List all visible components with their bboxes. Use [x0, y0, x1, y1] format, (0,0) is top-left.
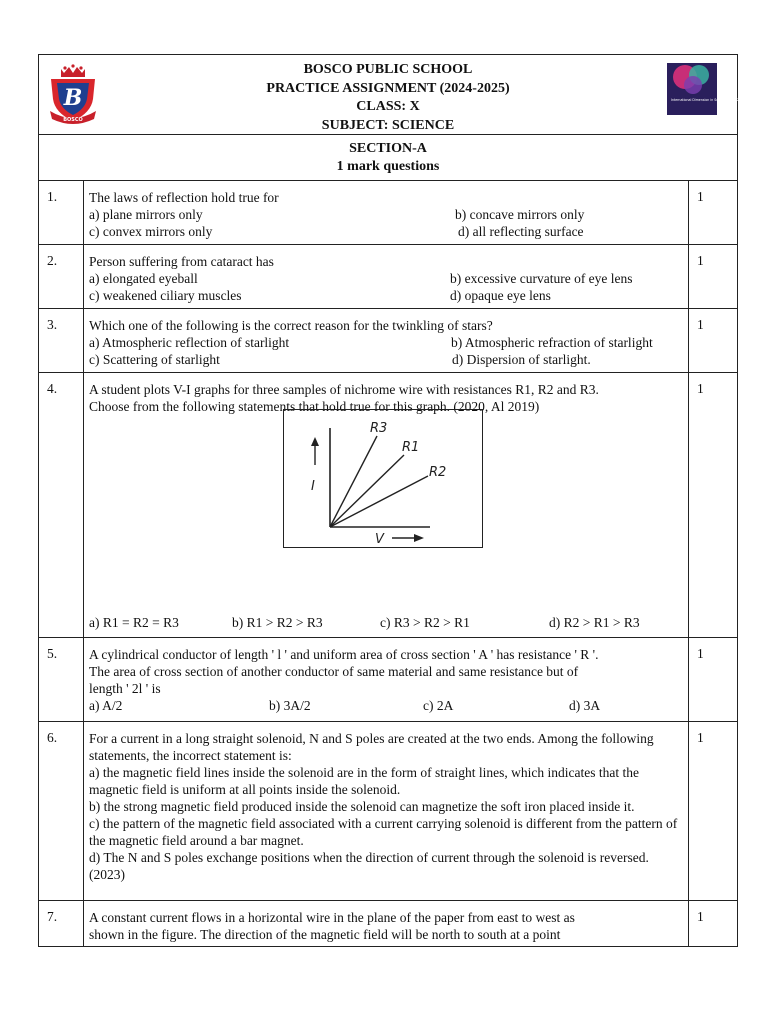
vi-graph — [283, 409, 483, 548]
option-d: d) Dispersion of starlight. — [452, 352, 591, 367]
question-text: Choose from the following statements that hold true for this graph. (2020, Al 2019) — [89, 399, 540, 414]
question-marks: 1 — [697, 253, 704, 268]
question-text: shown in the figure. The direction of the magnetic field will be north to south at a point — [89, 927, 561, 942]
option-d: d) all reflecting surface — [458, 224, 584, 239]
question-row — [38, 638, 738, 722]
question-marks: 1 — [697, 317, 704, 332]
question-number: 4. — [39, 373, 84, 637]
label-v: V — [375, 532, 384, 547]
option-a: a) A/2 — [89, 698, 123, 713]
option-a: a) R1 = R2 = R3 — [89, 615, 179, 630]
option-d: d) The N and S poles exchange positions when the direction of current through the solenoid is reversed.(2023) — [89, 850, 649, 882]
header-text — [39, 61, 737, 135]
question-number: 1. — [39, 181, 84, 244]
option-b: b) excessive curvature of eye lens — [450, 271, 633, 286]
label-r1: R1 — [402, 440, 420, 455]
question-row — [38, 901, 738, 947]
question-body — [84, 722, 689, 900]
header — [38, 54, 741, 135]
question-body — [84, 245, 689, 308]
option-b: b) concave mirrors only — [455, 207, 585, 222]
option-c: c) convex mirrors only — [89, 224, 213, 239]
question-body — [84, 181, 689, 244]
question-row — [38, 309, 738, 373]
question-number: 6. — [39, 722, 84, 900]
question-number: 5. — [39, 638, 84, 721]
option-a: a) the magnetic field lines inside the solenoid are in the form of straight lines, which indicates that the magnetic field is uniform at all points inside the solenoid. — [89, 765, 639, 797]
label-r2: R2 — [429, 465, 447, 480]
option-c: c) Scattering of starlight — [89, 352, 220, 367]
question-marks: 1 — [697, 730, 704, 745]
section-header — [38, 134, 738, 181]
svg-text:BOSCO: BOSCO — [63, 117, 83, 123]
international-school-logo-icon — [667, 63, 741, 115]
question-text: Person suffering from cataract has — [89, 254, 274, 269]
question-marks: 1 — [697, 189, 704, 204]
line-r1 — [330, 455, 404, 527]
option-a: a) Atmospheric reflection of starlight — [89, 335, 290, 350]
option-b: b) 3A/2 — [269, 698, 311, 713]
label-r3: R3 — [370, 421, 388, 436]
svg-text:International Dimension in Sch: International Dimension in Schools 2022-25 — [671, 98, 741, 102]
question-text: A cylindrical conductor of length ' l ' and uniform area of cross section ' A ' has resistance ' R '. — [89, 647, 599, 662]
question-text: A student plots V-I graphs for three samples of nichrome wire with resistances R1, R2 and R3. — [89, 382, 599, 397]
question-number: 2. — [39, 245, 84, 308]
option-b: b) R1 > R2 > R3 — [232, 615, 323, 630]
option-d: d) opaque eye lens — [450, 288, 551, 303]
arrowhead-right-icon — [414, 534, 424, 542]
option-d: d) R2 > R1 > R3 — [549, 615, 640, 630]
line-r2 — [330, 476, 428, 527]
option-c: c) 2A — [423, 698, 454, 713]
question-row — [38, 245, 738, 309]
option-c: c) weakened ciliary muscles — [89, 288, 242, 303]
section-subtitle: 1 mark questions — [336, 159, 440, 174]
question-text: A constant current flows in a horizontal wire in the plane of the paper from east to west as — [89, 910, 575, 925]
question-text: For a current in a long straight solenoid, N and S poles are created at the two ends. Among the following statements, the incorrect statement is: — [89, 731, 654, 763]
assignment-title: PRACTICE ASSIGNMENT (2024-2025) — [266, 80, 510, 96]
arrowhead-up-icon — [311, 437, 319, 446]
question-marks: 1 — [697, 381, 704, 396]
vi-graph-figure — [284, 410, 482, 547]
question-row — [38, 722, 738, 901]
question-text: Which one of the following is the correct reason for the twinkling of stars? — [89, 318, 493, 333]
question-number: 7. — [39, 901, 84, 946]
option-b: b) Atmospheric refraction of starlight — [451, 335, 653, 350]
question-body — [84, 638, 689, 721]
svg-text:B: B — [63, 85, 83, 111]
question-body — [84, 373, 689, 637]
option-b: b) the strong magnetic field produced inside the solenoid can magnetize the soft iron placed inside it. — [89, 799, 635, 814]
question-text: The area of cross section of another conductor of same material and same resistance but of — [89, 664, 579, 679]
question-body — [84, 901, 689, 946]
line-r3 — [330, 436, 377, 527]
option-c: c) the pattern of the magnetic field associated with a current carrying solenoid is different from the pattern of the magnetic field around a bar magnet. — [89, 816, 678, 848]
class-label: CLASS: X — [356, 99, 420, 114]
option-d: d) 3A — [569, 698, 601, 713]
question-body — [84, 309, 689, 372]
assignment-sheet — [38, 54, 741, 942]
option-a: a) elongated eyeball — [89, 271, 198, 286]
question-row — [38, 373, 738, 638]
question-text: length ' 2l ' is — [89, 681, 161, 696]
option-a: a) plane mirrors only — [89, 207, 203, 222]
subject-label: SUBJECT: SCIENCE — [321, 117, 455, 133]
section-title: SECTION-A — [349, 141, 427, 156]
question-number: 3. — [39, 309, 84, 372]
label-i: I — [311, 479, 315, 494]
option-c: c) R3 > R2 > R1 — [380, 615, 470, 630]
question-text: The laws of reflection hold true for — [89, 190, 279, 205]
school-name: BOSCO PUBLIC SCHOOL — [303, 62, 473, 77]
question-row — [38, 181, 738, 245]
question-marks: 1 — [697, 646, 704, 661]
question-marks: 1 — [697, 909, 704, 924]
